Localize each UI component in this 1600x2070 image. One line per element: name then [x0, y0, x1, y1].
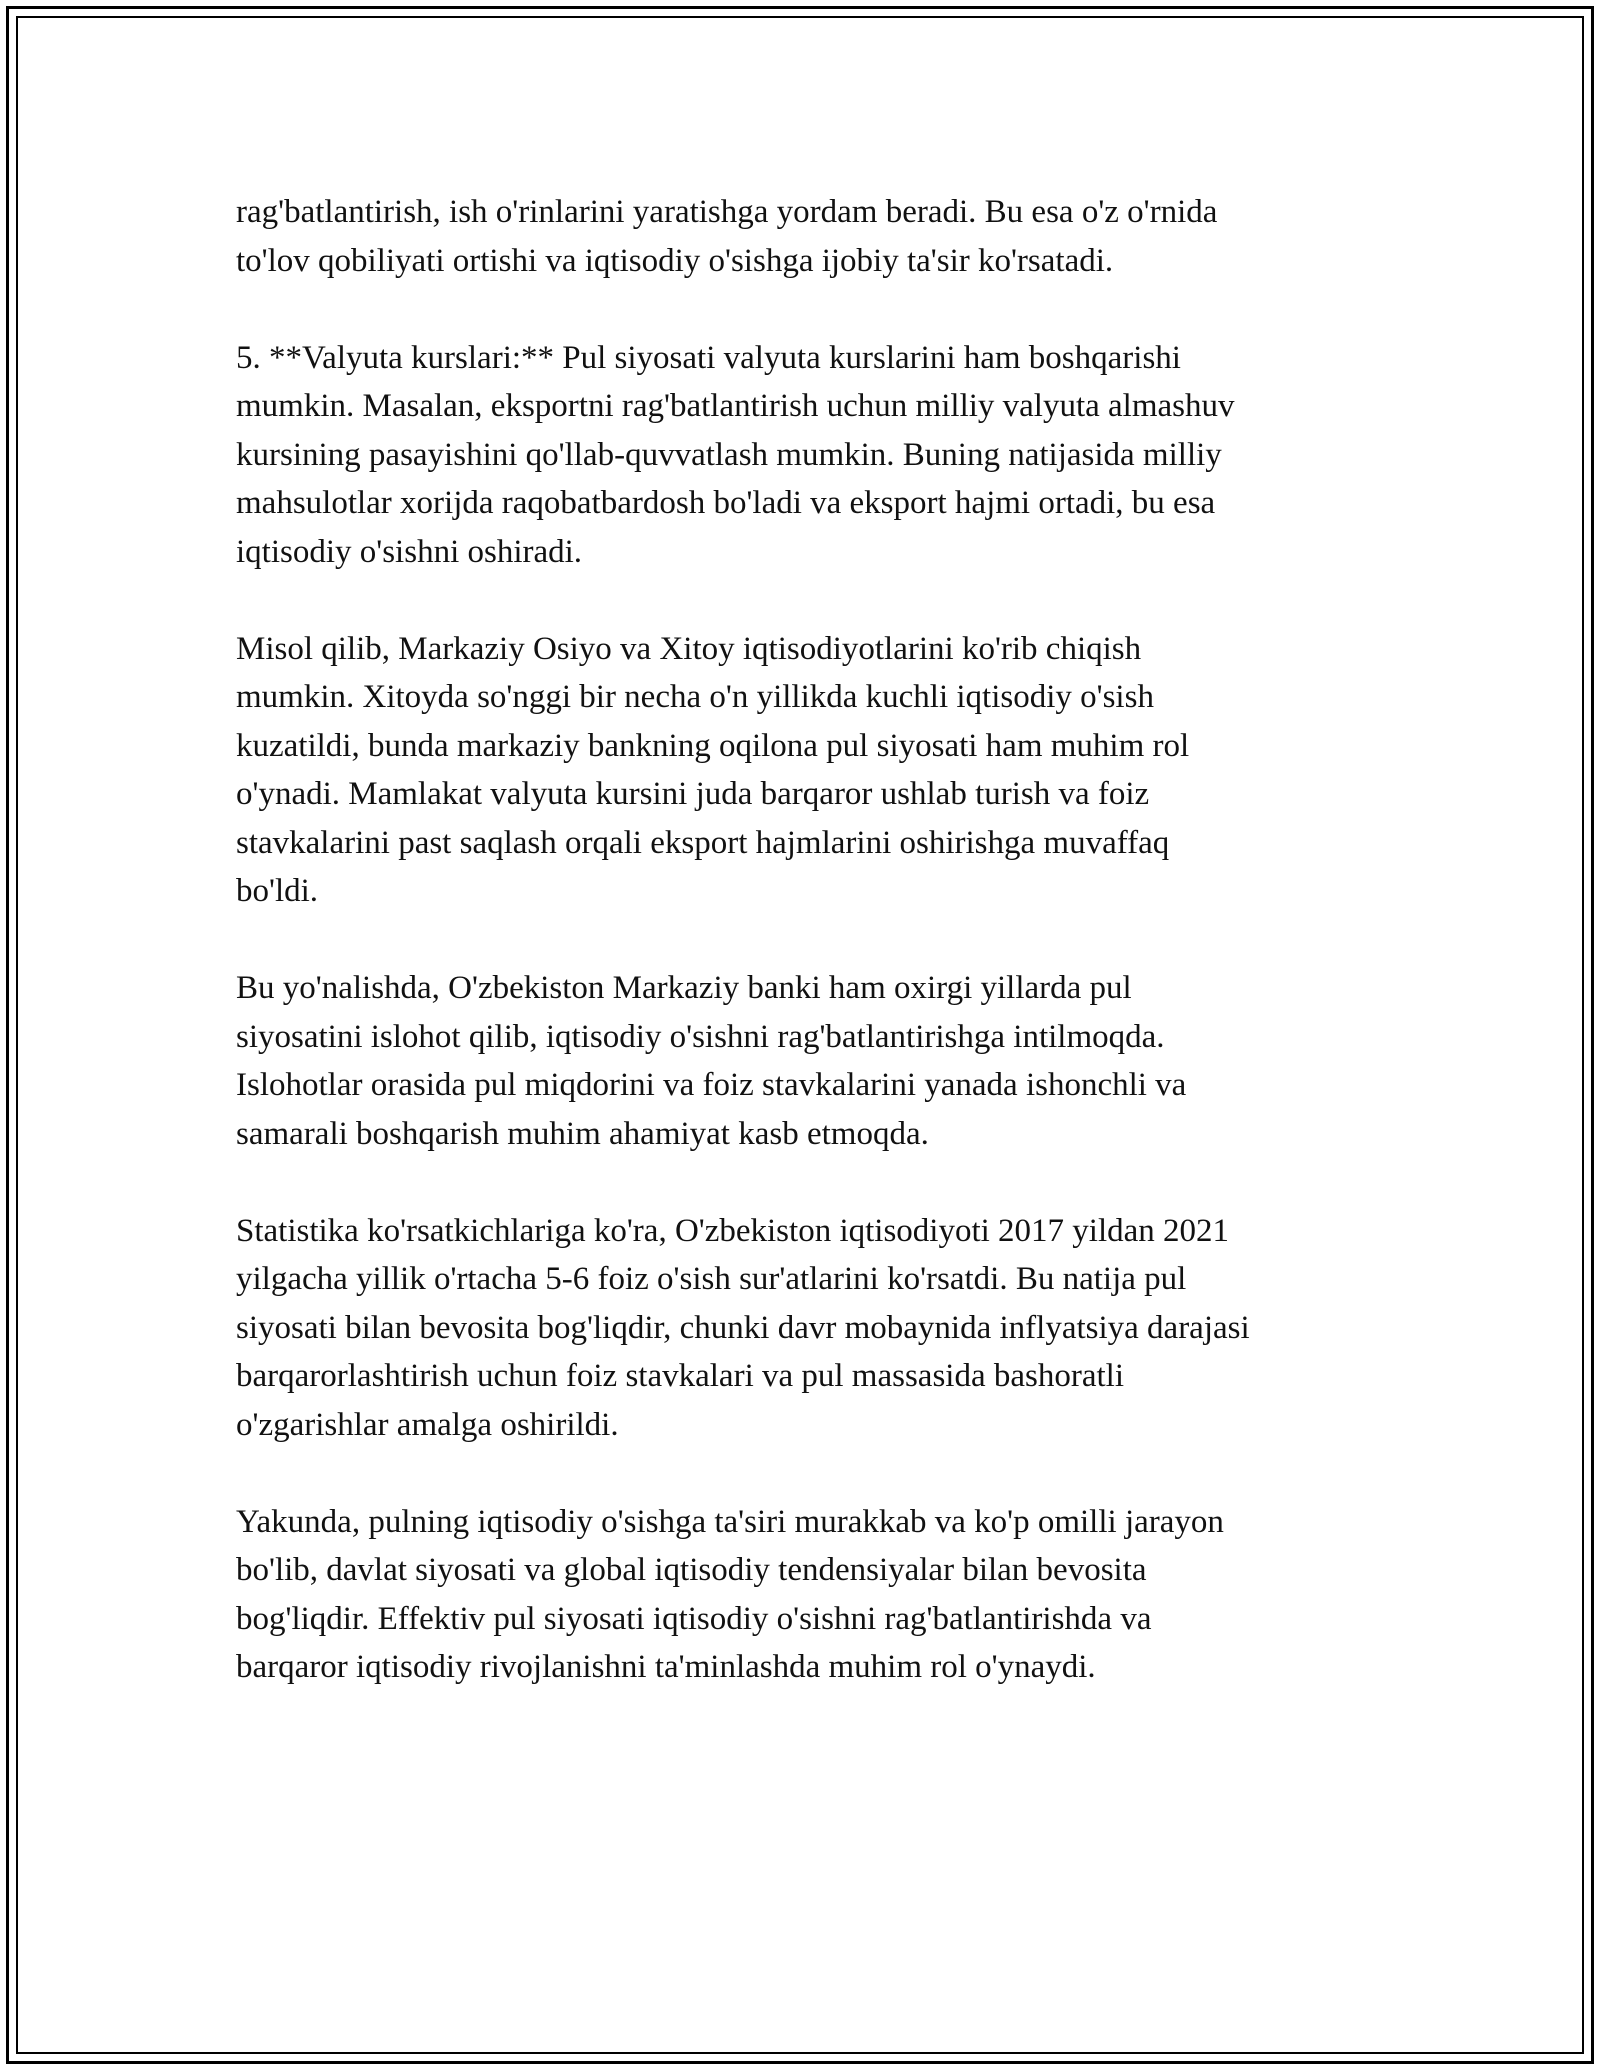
paragraph-exchange-rates: 5. **Valyuta kurslari:** Pul siyosati valyuta kurslarini ham boshqarishi mumkin. Masalan, eksportni rag'batlantirish uchun milliy valyuta almashuv kursining pasayishini qo'llab-quvvatlash mumkin. Buning natijasida milliy mahsulotlar xorijda raqobatbardosh bo'ladi va eksport hajmi ortadi, bu esa iqtisodiy o'sishni oshiradi.	[236, 339, 1235, 570]
paragraph-uzbekistan-reforms: Bu yo'nalishda, O'zbekiston Markaziy banki ham oxirgi yillarda pul siyosatini islohot qilib, iqtisodiy o'sishni rag'batlantirishga intilmoqda. Islohotlar orasida pul miqdorini va foiz stavkalarini yanada ishonchli va samarali boshqarish muhim ahamiyat kasb etmoqda.	[236, 970, 1187, 1152]
document-body	[236, 188, 1366, 1740]
paragraph-statistics: Statistika ko'rsatkichlariga ko'ra, O'zbekiston iqtisodiyoti 2017 yildan 2021 yilgacha yillik o'rtacha 5-6 foiz o'sish sur'atlarini ko'rsatdi. Bu natija pul siyosati bilan bevosita bog'liqdir, chunki davr mobaynida inflyatsiya darajasi barqarorlashtirish uchun foiz stavkalari va pul massasida bashoratli o'zgarishlar amalga oshirildi.	[236, 1212, 1250, 1443]
paragraph-china-example: Misol qilib, Markaziy Osiyo va Xitoy iqtisodiyotlarini ko'rib chiqish mumkin. Xitoyda so'nggi bir necha o'n yillikda kuchli iqtisodiy o'sish kuzatildi, bunda markaziy bankning oqilona pul siyosati ham muhim rol o'ynadi. Mamlakat valyuta kursini juda barqaror ushlab turish va foiz stavkalarini past saqlash orqali eksport hajmlarini oshirishga muvaffaq bo'ldi.	[236, 630, 1190, 909]
paragraph-conclusion: Yakunda, pulning iqtisodiy o'sishga ta'siri murakkab va ko'p omilli jarayon bo'lib, davlat siyosati va global iqtisodiy tendensiyalar bilan bevosita bog'liqdir. Effektiv pul siyosati iqtisodiy o'sishni rag'batlantirishda va barqaror iqtisodiy rivojlanishni ta'minlashda muhim rol o'ynaydi.	[236, 1503, 1224, 1685]
paragraph-continuation: rag'batlantirish, ish o'rinlarini yaratishga yordam beradi. Bu esa o'z o'rnida to'lov qobiliyati ortishi va iqtisodiy o'sishga ijobiy ta'sir ko'rsatadi.	[236, 194, 1218, 279]
